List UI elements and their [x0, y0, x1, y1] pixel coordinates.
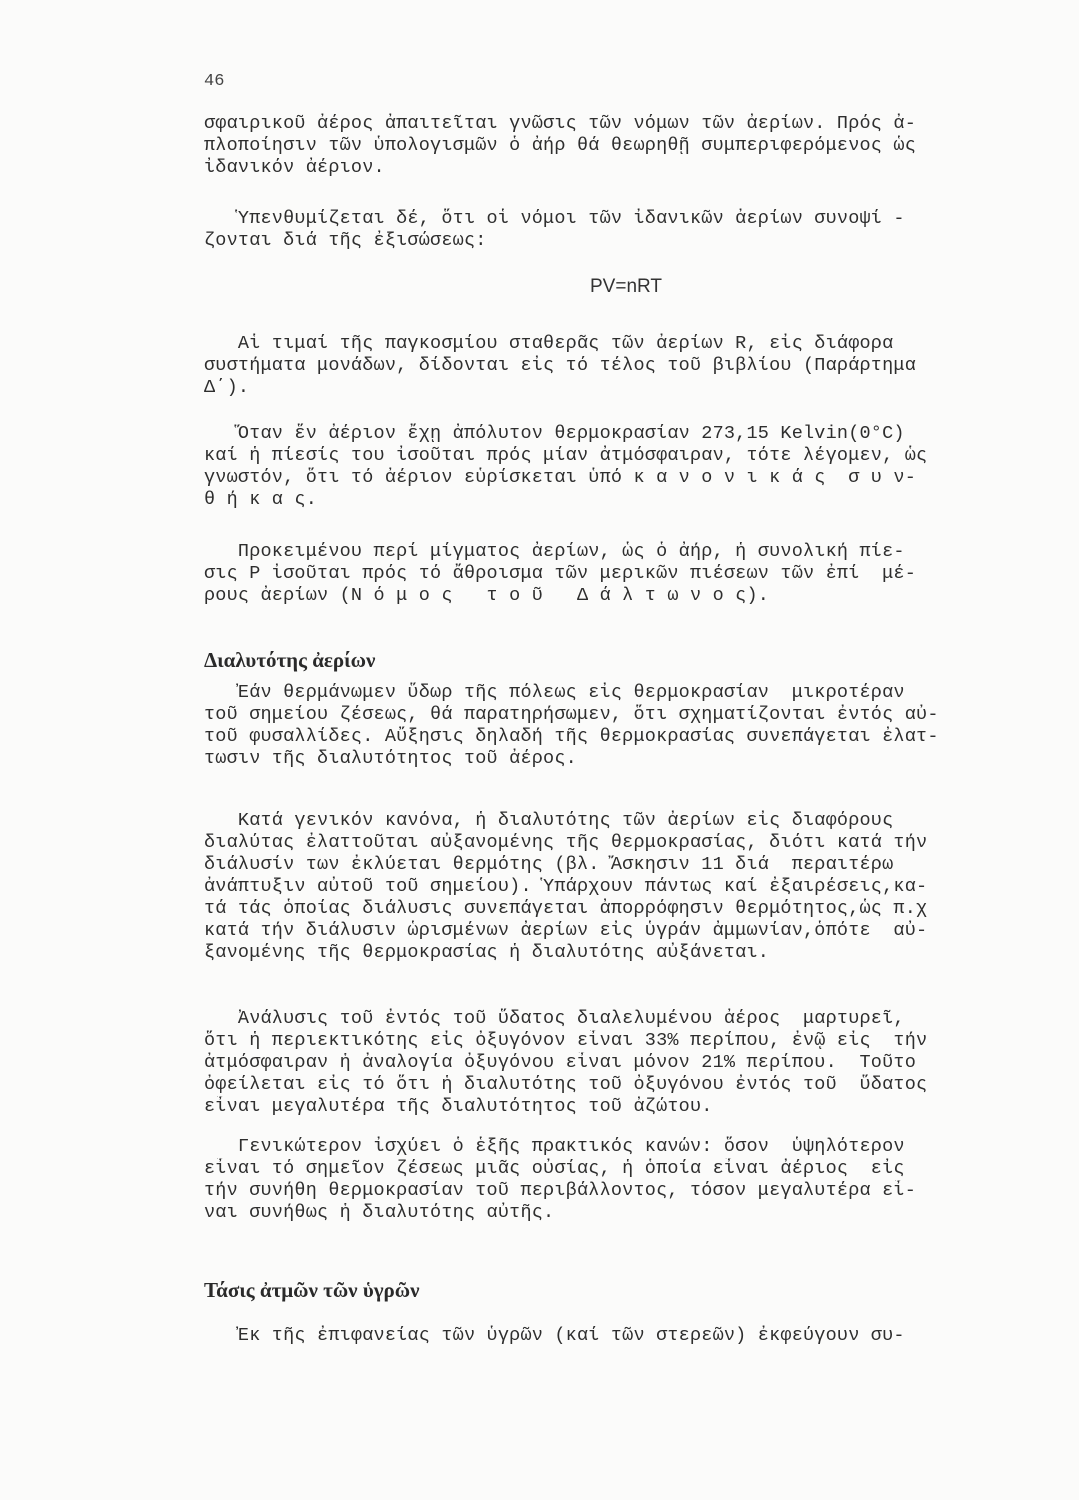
text-line: ἀτμόσφαιραν ἡ ἀναλογία ὀξυγόνου εἶναι μόνον 21% περίπου. Τοῦτο — [204, 1052, 917, 1073]
text-line: εἶναι τό σημεῖον ζέσεως μιᾶς οὐσίας, ἡ ὁποία εἶναι ἀέριος εἰς — [204, 1158, 905, 1179]
text-line: τοῦ σημείου ζέσεως, θά παρατηρήσωμεν, ὅτι σχηματίζονται ἐντός αὐ- — [204, 704, 939, 725]
text-line: Ὅταν ἕν ἀέριον ἔχῃ ἀπόλυτον θερμοκρασίαν 273,15 Kelvin(0°C) — [204, 423, 905, 444]
text-line: Ἐάν θερμάνωμεν ὕδωρ τῆς πόλεως εἰς θερμοκρασίαν μικροτέραν — [204, 682, 905, 703]
text-line: γνωστόν, ὅτι τό ἀέριον εὑρίσκεται ὑπό κ α ν ο ν ι κ ά ς σ υ ν- — [204, 467, 917, 488]
text-line: συστήματα μονάδων, δίδονται εἰς τό τέλος τοῦ βιβλίου (Παράρτημα — [204, 355, 917, 376]
text-line: πλοποίησιν τῶν ὑπολογισμῶν ὁ ἀήρ θά θεωρηθῇ συμπεριφερόμενος ὡς — [204, 135, 917, 156]
paragraph — [204, 1325, 1030, 1347]
text-line: τήν συνήθη θερμοκρασίαν τοῦ περιβάλλοντος, τόσον μεγαλυτέρα εἶ- — [204, 1180, 917, 1201]
text-line: εἶναι μεγαλυτέρα τῆς διαλυτότητος τοῦ ἀζώτου. — [204, 1096, 713, 1117]
text-line: ξανομένης τῆς θερμοκρασίας ἡ διαλυτότης αὐξάνεται. — [204, 942, 770, 963]
text-line: θ ή κ α ς. — [204, 489, 318, 510]
section-heading: Τάσις ἀτμῶν τῶν ὑγρῶν — [204, 1278, 420, 1302]
text-line: σφαιρικοῦ ἀέρος ἀπαιτεῖται γνῶσις τῶν νόμων τῶν ἀερίων. Πρός ἀ- — [204, 113, 917, 134]
text-line: ρους ἀερίων (Ν ό μ ο ς τ ο ῦ Δ ά λ τ ω ν ο ς). — [204, 585, 770, 606]
text-line: τοῦ φυσαλλίδες. Αὔξησις δηλαδή τῆς θερμοκρασίας συνεπάγεται ἐλατ- — [204, 726, 939, 747]
text-line: τά τάς ὁποίας διάλυσις συνεπάγεται ἀπορρόφησιν θερμότητος,ὡς π.χ — [204, 898, 928, 919]
text-line: τωσιν τῆς διαλυτότητος τοῦ ἀέρος. — [204, 748, 577, 769]
text-line: σις P ἰσοῦται πρός τό ἄθροισμα τῶν μερικῶν πιέσεων τῶν ἐπί μέ- — [204, 563, 917, 584]
paragraph — [204, 810, 1030, 964]
text-line: Κατά γενικόν κανόνα, ἡ διαλυτότης τῶν ἀερίων εἰς διαφόρους — [204, 810, 894, 831]
text-line: ναι συνήθως ἡ διαλυτότης αὐτῆς. — [204, 1202, 555, 1223]
paragraph — [204, 1008, 1030, 1118]
paragraph — [204, 1136, 1030, 1224]
text-line: Γενικώτερον ἰσχύει ὁ ἑξῆς πρακτικός κανών: ὅσον ὑψηλότερον — [204, 1136, 905, 1157]
page-number: 46 — [204, 72, 225, 91]
text-line: Ἐκ τῆς ἐπιφανείας τῶν ὑγρῶν (καί τῶν στερεῶν) ἐκφεύγουν συ- — [204, 1325, 905, 1346]
paragraph — [204, 541, 1030, 607]
paragraph — [204, 682, 1030, 770]
text-line: Προκειμένου περί μίγματος ἀερίων, ὡς ὁ ἀήρ, ἡ συνολική πίε- — [204, 541, 905, 562]
text-line: ὀφείλεται εἰς τό ὅτι ἡ διαλυτότης τοῦ ὀξυγόνου ἐντός τοῦ ὕδατος — [204, 1074, 928, 1095]
text-line: Δ΄). — [204, 377, 250, 398]
text-line: καί ἡ πίεσίς του ἰσοῦται πρός μίαν ἀτμόσφαιραν, τότε λέγομεν, ὡς — [204, 445, 928, 466]
text-line: διάλυσίν των ἐκλύεται θερμότης (βλ. Ἄσκησιν 11 διά περαιτέρω — [204, 854, 894, 875]
paragraph — [204, 208, 1030, 252]
text-line: ζονται διά τῆς ἐξισώσεως: — [204, 230, 487, 251]
text-line: Ὑπενθυμίζεται δέ, ὅτι οἱ νόμοι τῶν ἰδανικῶν ἀερίων συνοψί - — [204, 208, 905, 229]
text-line: κατά τήν διάλυσιν ὡρισμένων ἀερίων εἰς ὑγράν ἀμμωνίαν,ὁπότε αὐ- — [204, 920, 928, 941]
text-line: Αἱ τιμαί τῆς παγκοσμίου σταθερᾶς τῶν ἀερίων R, εἰς διάφορα — [204, 333, 894, 354]
text-line: ὅτι ἡ περιεκτικότης εἰς ὀξυγόνον εἶναι 33% περίπου, ἐνῷ εἰς τήν — [204, 1030, 928, 1051]
text-line: ἀνάπτυξιν αὐτοῦ τοῦ σημείου). Ὑπάρχουν πάντως καί ἐξαιρέσεις,κα- — [204, 876, 928, 897]
section-heading: Διαλυτότης ἀερίων — [204, 648, 376, 672]
paragraph — [204, 113, 1030, 179]
paragraph — [204, 423, 1030, 511]
ideal-gas-equation: PV=nRT — [590, 276, 662, 297]
paragraph — [204, 333, 1030, 399]
text-line: Ἀνάλυσις τοῦ ἐντός τοῦ ὕδατος διαλελυμένου ἀέρος μαρτυρεῖ, — [204, 1008, 905, 1029]
text-line: ἰδανικόν ἀέριον. — [204, 157, 385, 178]
text-line: διαλύτας ἐλαττοῦται αὐξανομένης τῆς θερμοκρασίας, διότι κατά τήν — [204, 832, 928, 853]
